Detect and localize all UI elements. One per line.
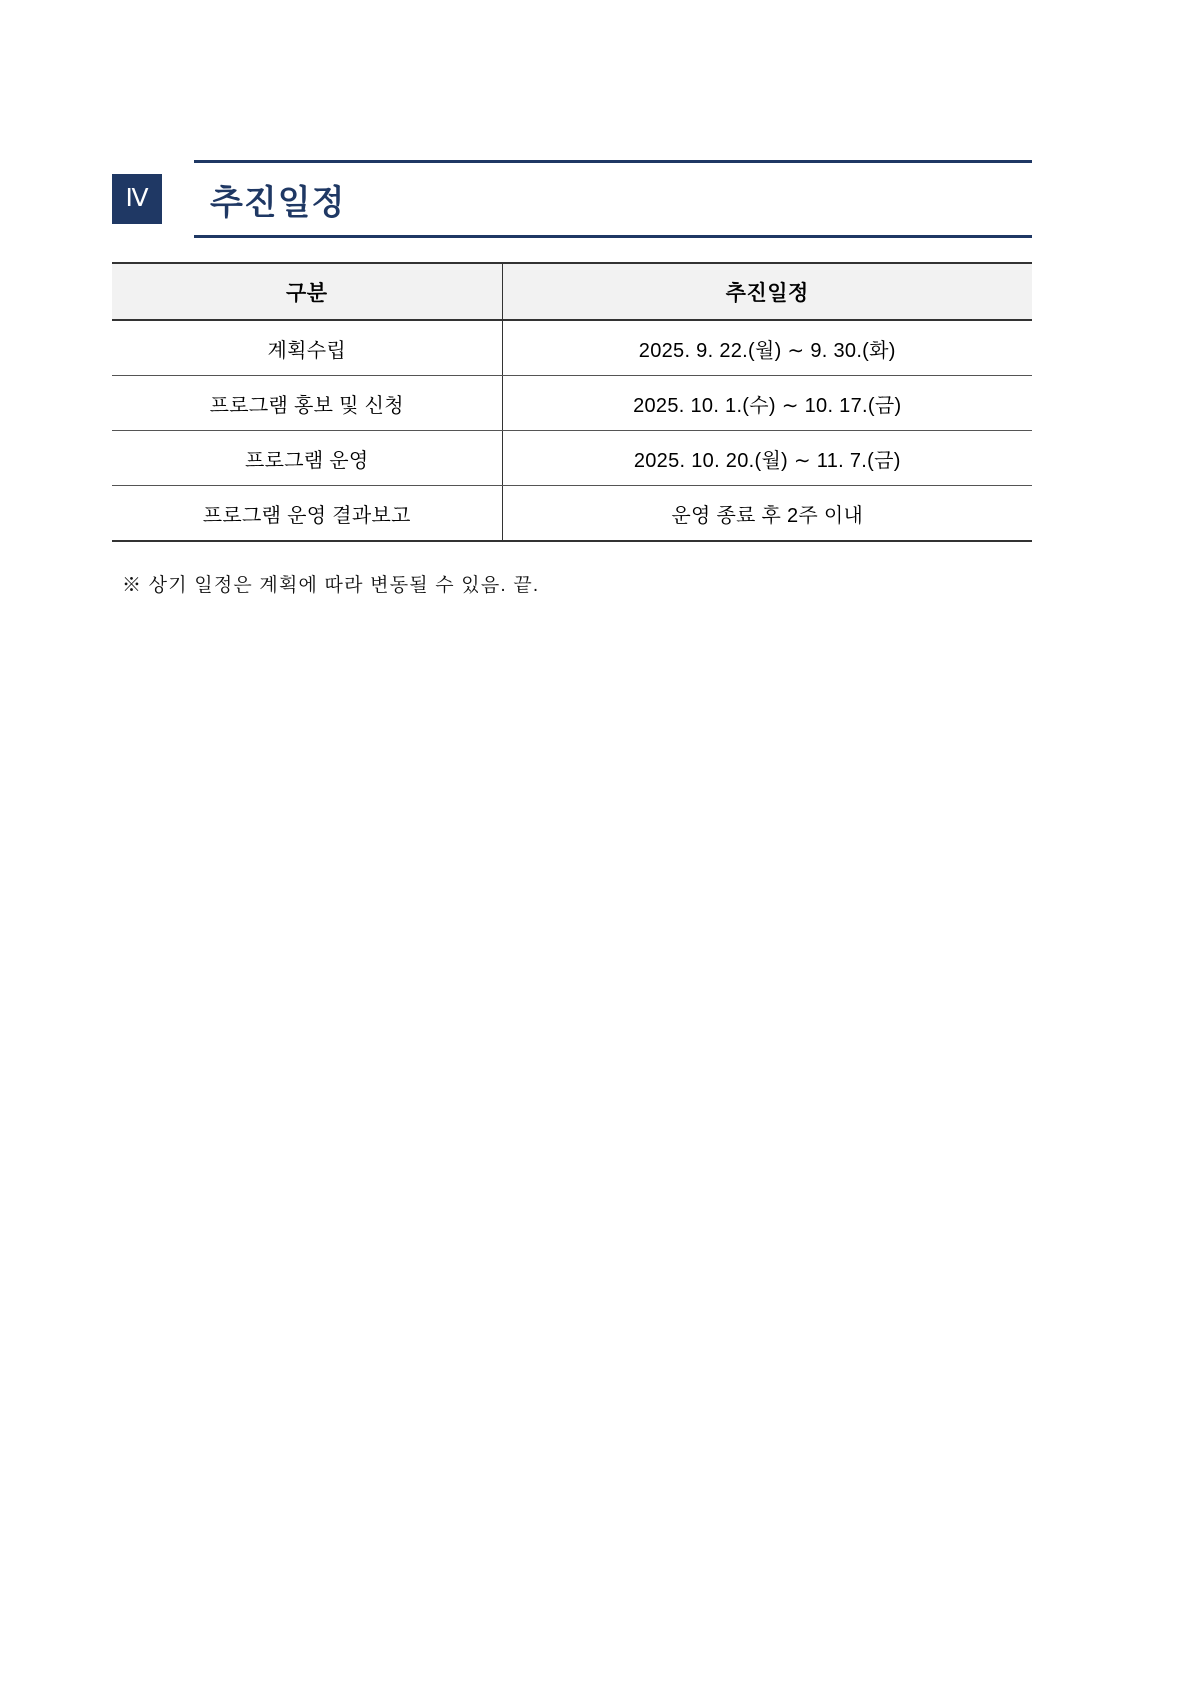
footnote-text: ※ 상기 일정은 계획에 따라 변동될 수 있음. 끝. [122,575,540,596]
table-cell-category: 프로그램 홍보 및 신청 [112,376,502,431]
table-cell-category: 프로그램 운영 [112,431,502,486]
table-cell-category: 프로그램 운영 결과보고 [112,486,502,542]
table-row [112,431,1032,486]
table-cell-schedule: 2025. 10. 20.(월) ∼ 11. 7.(금) [502,431,1032,486]
document-content [112,160,1032,597]
table-row [112,320,1032,376]
section-title-rule [194,160,1032,238]
table-header-cell-schedule: 추진일정 [502,263,1032,320]
section-number-badge: Ⅳ [112,174,162,224]
table-cell-schedule: 운영 종료 후 2주 이내 [502,486,1032,542]
section-header [112,160,1032,238]
table-header-row [112,263,1032,320]
table-cell-schedule: 2025. 9. 22.(월) ∼ 9. 30.(화) [502,320,1032,376]
table-body [112,320,1032,541]
table-header [112,263,1032,320]
table-header-cell-category: 구분 [112,263,502,320]
table-cell-schedule: 2025. 10. 1.(수) ∼ 10. 17.(금) [502,376,1032,431]
table-row [112,376,1032,431]
table-row [112,486,1032,542]
schedule-table [112,262,1032,542]
table-cell-category: 계획수립 [112,320,502,376]
page-title: 추진일정 [210,184,346,222]
